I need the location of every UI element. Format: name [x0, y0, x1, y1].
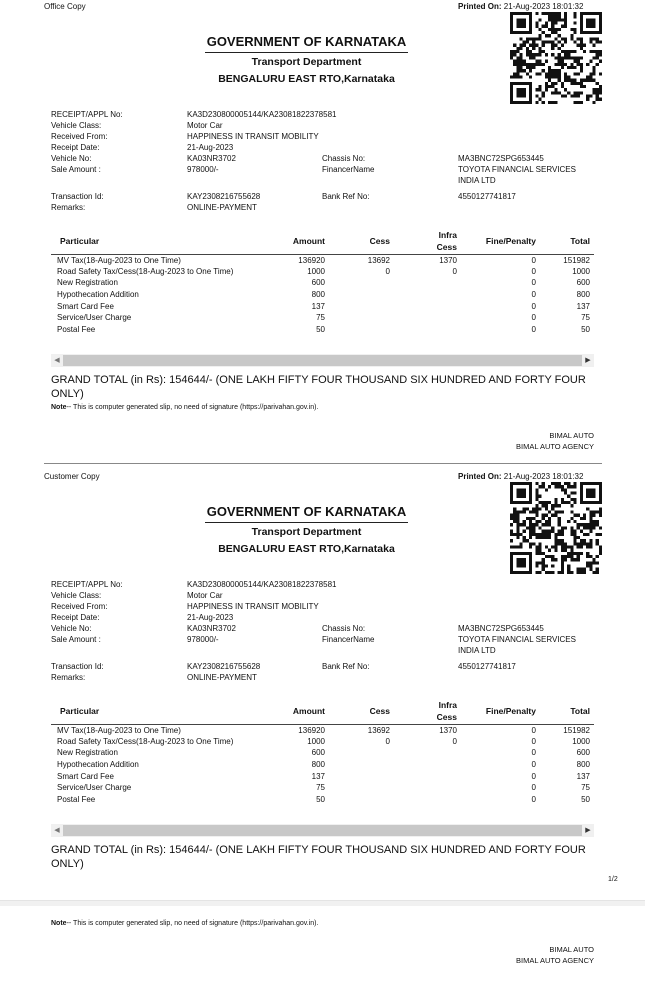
cell-total: 600: [576, 748, 590, 758]
receipt-date-value: 21-Aug-2023: [187, 143, 234, 152]
col-fine: Fine/Penalty: [461, 698, 540, 724]
cell-particular: MV Tax(18-Aug-2023 to One Time): [51, 724, 279, 736]
chassis-value: MA3BNC72SPG653445: [458, 624, 544, 633]
cell-fine: 0: [531, 736, 536, 746]
cell-infra-cess: [394, 277, 461, 289]
bank-ref-value: 4550127741817: [458, 662, 516, 671]
table-row: [51, 770, 594, 782]
cell-total: 600: [576, 278, 590, 288]
copy-separator: [44, 463, 602, 464]
col-cess: Cess: [329, 228, 394, 254]
cell-cess: 0: [385, 266, 390, 276]
vehicle-no-value: KA03NR3702: [187, 154, 236, 163]
cell-infra-cess: [394, 747, 461, 759]
table-row: [51, 759, 594, 771]
receipt-date-label: Receipt Date:: [51, 143, 100, 152]
financer-value-cont: INDIA LTD: [458, 176, 496, 185]
bank-ref-label: Bank Ref No:: [322, 662, 370, 671]
table-row: [51, 300, 594, 312]
cell-fine: 0: [531, 266, 536, 276]
qr-code-icon: [510, 12, 602, 104]
cell-infra-cess: [394, 770, 461, 782]
cell-cess: [329, 782, 394, 794]
cell-total: 151982: [540, 254, 594, 266]
received-from-label: Received From:: [51, 602, 108, 611]
financer-label: FinancerName: [322, 635, 375, 644]
table-row: [51, 312, 594, 324]
cell-particular: Road Safety Tax/Cess(18-Aug-2023 to One Time): [57, 736, 234, 746]
cell-particular: Smart Card Fee: [57, 771, 114, 781]
chassis-label: Chassis No:: [322, 624, 366, 633]
grand-total: GRAND TOTAL (in Rs): 154644/- (ONE LAKH FIFTY FOUR THOUSAND SIX HUNDRED AND FORTY FOUR ONLY): [51, 844, 586, 870]
receipt-label: RECEIPT/APPL No:: [51, 110, 123, 119]
receipt-value: KA3D230800005144/KA23081822378581: [187, 110, 337, 119]
page-break: [0, 900, 645, 906]
table-row: [51, 289, 594, 301]
cell-fine: 0: [531, 771, 536, 781]
table-row: [51, 736, 594, 748]
cell-total: 800: [576, 760, 590, 770]
cell-infra-cess: [394, 324, 461, 336]
horizontal-scrollbar[interactable]: [51, 354, 594, 367]
cell-particular: Service/User Charge: [57, 313, 132, 323]
cell-infra-cess: [394, 300, 461, 312]
note: Note-- This is computer generated slip, no need of signature (https://parivahan.gov.in).: [51, 404, 319, 411]
scrollbar-thumb[interactable]: [63, 355, 582, 366]
remarks-label: Remarks:: [51, 673, 86, 682]
received-from-value: HAPPINESS IN TRANSIT MOBILITY: [187, 602, 319, 611]
remarks-label: Remarks:: [51, 203, 86, 212]
cell-particular: Hypothecation Addition: [57, 290, 139, 300]
cell-infra-cess: [394, 759, 461, 771]
bank-ref-label: Bank Ref No:: [322, 192, 370, 201]
cell-particular: Road Safety Tax/Cess(18-Aug-2023 to One Time): [57, 266, 234, 276]
cell-particular: MV Tax(18-Aug-2023 to One Time): [51, 254, 279, 266]
cell-particular: Smart Card Fee: [57, 301, 114, 311]
cell-fine: 0: [531, 324, 536, 334]
scroll-right-icon[interactable]: ▶: [585, 827, 591, 834]
cell-total: 1000: [572, 266, 590, 276]
transaction-label: Transaction Id:: [51, 662, 104, 671]
copy-label: Office Copy: [44, 2, 86, 11]
agency-full-name: BIMAL AUTO AGENCY: [516, 956, 594, 965]
qr-code-icon: [510, 482, 602, 574]
government-title: GOVERNMENT OF KARNATAKA: [205, 504, 408, 523]
sale-amount-value: 978000/-: [187, 165, 219, 174]
financer-label: FinancerName: [322, 165, 375, 174]
cell-particular: Postal Fee: [57, 324, 96, 334]
receipt-value: KA3D230800005144/KA23081822378581: [187, 580, 337, 589]
sale-amount-label: Sale Amount :: [51, 635, 101, 644]
note-page-2: Note-- This is computer generated slip, no need of signature (https://parivahan.gov.in).: [51, 920, 319, 927]
printed-on: Printed On: 21-Aug-2023 18:01:32: [458, 472, 584, 481]
cell-amount: 136920: [279, 724, 329, 736]
cell-fine: 0: [531, 783, 536, 793]
col-amount: Amount: [279, 698, 329, 724]
bank-ref-value: 4550127741817: [458, 192, 516, 201]
grand-total: GRAND TOTAL (in Rs): 154644/- (ONE LAKH FIFTY FOUR THOUSAND SIX HUNDRED AND FORTY FOUR ONLY): [51, 374, 586, 400]
cell-total: 137: [576, 771, 590, 781]
cell-amount: 75: [316, 783, 325, 793]
cell-infra-cess: 1370: [394, 724, 461, 736]
cell-amount: 800: [311, 760, 325, 770]
cell-infra-cess: [394, 289, 461, 301]
cell-total: 75: [581, 313, 590, 323]
table-row: [51, 782, 594, 794]
cell-particular: Service/User Charge: [57, 783, 132, 793]
horizontal-scrollbar[interactable]: [51, 824, 594, 837]
sale-amount-label: Sale Amount :: [51, 165, 101, 174]
cell-fine: 0: [531, 301, 536, 311]
table-row: [51, 324, 594, 336]
cell-amount: 1000: [307, 266, 325, 276]
cell-infra-cess: [394, 782, 461, 794]
cell-cess: 13692: [329, 254, 394, 266]
cell-particular: New Registration: [57, 278, 118, 288]
received-from-value: HAPPINESS IN TRANSIT MOBILITY: [187, 132, 319, 141]
table-row: [51, 266, 594, 278]
col-infra-cess: Infra Cess: [394, 228, 461, 254]
scrollbar-thumb[interactable]: [63, 825, 582, 836]
cell-cess: [329, 794, 394, 806]
col-amount: Amount: [279, 228, 329, 254]
cell-amount: 137: [311, 301, 325, 311]
table-row: [51, 254, 594, 266]
table-row: [51, 724, 594, 736]
chassis-value: MA3BNC72SPG653445: [458, 154, 544, 163]
cell-amount: 600: [311, 278, 325, 288]
cell-fine: 0: [531, 748, 536, 758]
cell-amount: 50: [316, 794, 325, 804]
remarks-value: ONLINE-PAYMENT: [187, 673, 257, 682]
vehicle-class-value: Motor Car: [187, 591, 223, 600]
cell-amount: 75: [316, 313, 325, 323]
cell-cess: 13692: [329, 724, 394, 736]
copy-label: Customer Copy: [44, 472, 100, 481]
cell-cess: 0: [385, 736, 390, 746]
cell-fine: 0: [531, 290, 536, 300]
received-from-label: Received From:: [51, 132, 108, 141]
cell-total: 151982: [540, 724, 594, 736]
vehicle-no-label: Vehicle No:: [51, 624, 92, 633]
table-row: [51, 277, 594, 289]
scroll-left-icon[interactable]: ◀: [54, 827, 60, 834]
cell-particular: Hypothecation Addition: [57, 760, 139, 770]
cell-fine: 0: [531, 760, 536, 770]
cell-amount: 800: [311, 290, 325, 300]
vehicle-class-value: Motor Car: [187, 121, 223, 130]
transaction-label: Transaction Id:: [51, 192, 104, 201]
cell-infra-cess: 0: [452, 736, 457, 746]
department-title: Transport Department: [251, 526, 362, 538]
table-row: [51, 747, 594, 759]
cell-total: 75: [581, 783, 590, 793]
cell-cess: [329, 300, 394, 312]
agency-name: BIMAL AUTO: [549, 945, 594, 954]
financer-value-cont: INDIA LTD: [458, 646, 496, 655]
cell-cess: [329, 770, 394, 782]
cell-amount: 137: [311, 771, 325, 781]
transaction-value: KAY2308216755628: [187, 192, 261, 201]
col-fine: Fine/Penalty: [461, 228, 540, 254]
cell-cess: [329, 312, 394, 324]
col-infra-cess: Infra Cess: [394, 698, 461, 724]
cell-infra-cess: [394, 794, 461, 806]
cell-cess: [329, 277, 394, 289]
cell-total: 50: [581, 324, 590, 334]
remarks-value: ONLINE-PAYMENT: [187, 203, 257, 212]
transaction-value: KAY2308216755628: [187, 662, 261, 671]
cell-amount: 136920: [279, 254, 329, 266]
table-row: [51, 794, 594, 806]
cell-cess: [329, 747, 394, 759]
receipt-label: RECEIPT/APPL No:: [51, 580, 123, 589]
vehicle-class-label: Vehicle Class:: [51, 121, 102, 130]
cell-total: 50: [581, 794, 590, 804]
chassis-label: Chassis No:: [322, 154, 366, 163]
col-particular: Particular: [51, 228, 279, 254]
col-particular: Particular: [51, 698, 279, 724]
cell-cess: [329, 759, 394, 771]
cell-total: 1000: [572, 736, 590, 746]
sale-amount-value: 978000/-: [187, 635, 219, 644]
cell-fine: 0: [531, 313, 536, 323]
cell-fine: 0: [531, 278, 536, 288]
col-total: Total: [540, 698, 594, 724]
agency-page-2: [516, 944, 594, 966]
scroll-left-icon[interactable]: ◀: [54, 357, 60, 364]
receipt-date-value: 21-Aug-2023: [187, 613, 234, 622]
col-cess: Cess: [329, 698, 394, 724]
financer-value: TOYOTA FINANCIAL SERVICES: [458, 635, 576, 644]
agency-full-name: BIMAL AUTO AGENCY: [516, 442, 594, 451]
cell-particular: Postal Fee: [57, 794, 96, 804]
cell-cess: [329, 289, 394, 301]
cell-amount: 50: [316, 324, 325, 334]
fee-table: [51, 228, 594, 335]
table-header-row: [51, 698, 594, 724]
fee-table: [51, 698, 594, 805]
agency-name: BIMAL AUTO: [549, 431, 594, 440]
cell-fine: 0: [531, 794, 536, 804]
receipt-date-label: Receipt Date:: [51, 613, 100, 622]
agency-signature: [516, 430, 594, 452]
page-number: 1/2: [608, 876, 618, 883]
financer-value: TOYOTA FINANCIAL SERVICES: [458, 165, 576, 174]
office-copy-section: [0, 0, 645, 460]
table-header-row: [51, 228, 594, 254]
government-title: GOVERNMENT OF KARNATAKA: [205, 34, 408, 53]
cell-infra-cess: [394, 312, 461, 324]
vehicle-no-label: Vehicle No:: [51, 154, 92, 163]
rto-title: BENGALURU EAST RTO,Karnataka: [218, 543, 395, 555]
vehicle-no-value: KA03NR3702: [187, 624, 236, 633]
cell-fine: 0: [461, 724, 540, 736]
cell-total: 137: [576, 301, 590, 311]
cell-amount: 600: [311, 748, 325, 758]
cell-infra-cess: 1370: [394, 254, 461, 266]
cell-particular: New Registration: [57, 748, 118, 758]
scroll-right-icon[interactable]: ▶: [585, 357, 591, 364]
col-total: Total: [540, 228, 594, 254]
department-title: Transport Department: [251, 56, 362, 68]
cell-amount: 1000: [307, 736, 325, 746]
cell-cess: [329, 324, 394, 336]
vehicle-class-label: Vehicle Class:: [51, 591, 102, 600]
printed-on: Printed On: 21-Aug-2023 18:01:32: [458, 2, 584, 11]
customer-copy-section: [0, 470, 645, 890]
cell-infra-cess: 0: [452, 266, 457, 276]
rto-title: BENGALURU EAST RTO,Karnataka: [218, 73, 395, 85]
cell-total: 800: [576, 290, 590, 300]
cell-fine: 0: [461, 254, 540, 266]
